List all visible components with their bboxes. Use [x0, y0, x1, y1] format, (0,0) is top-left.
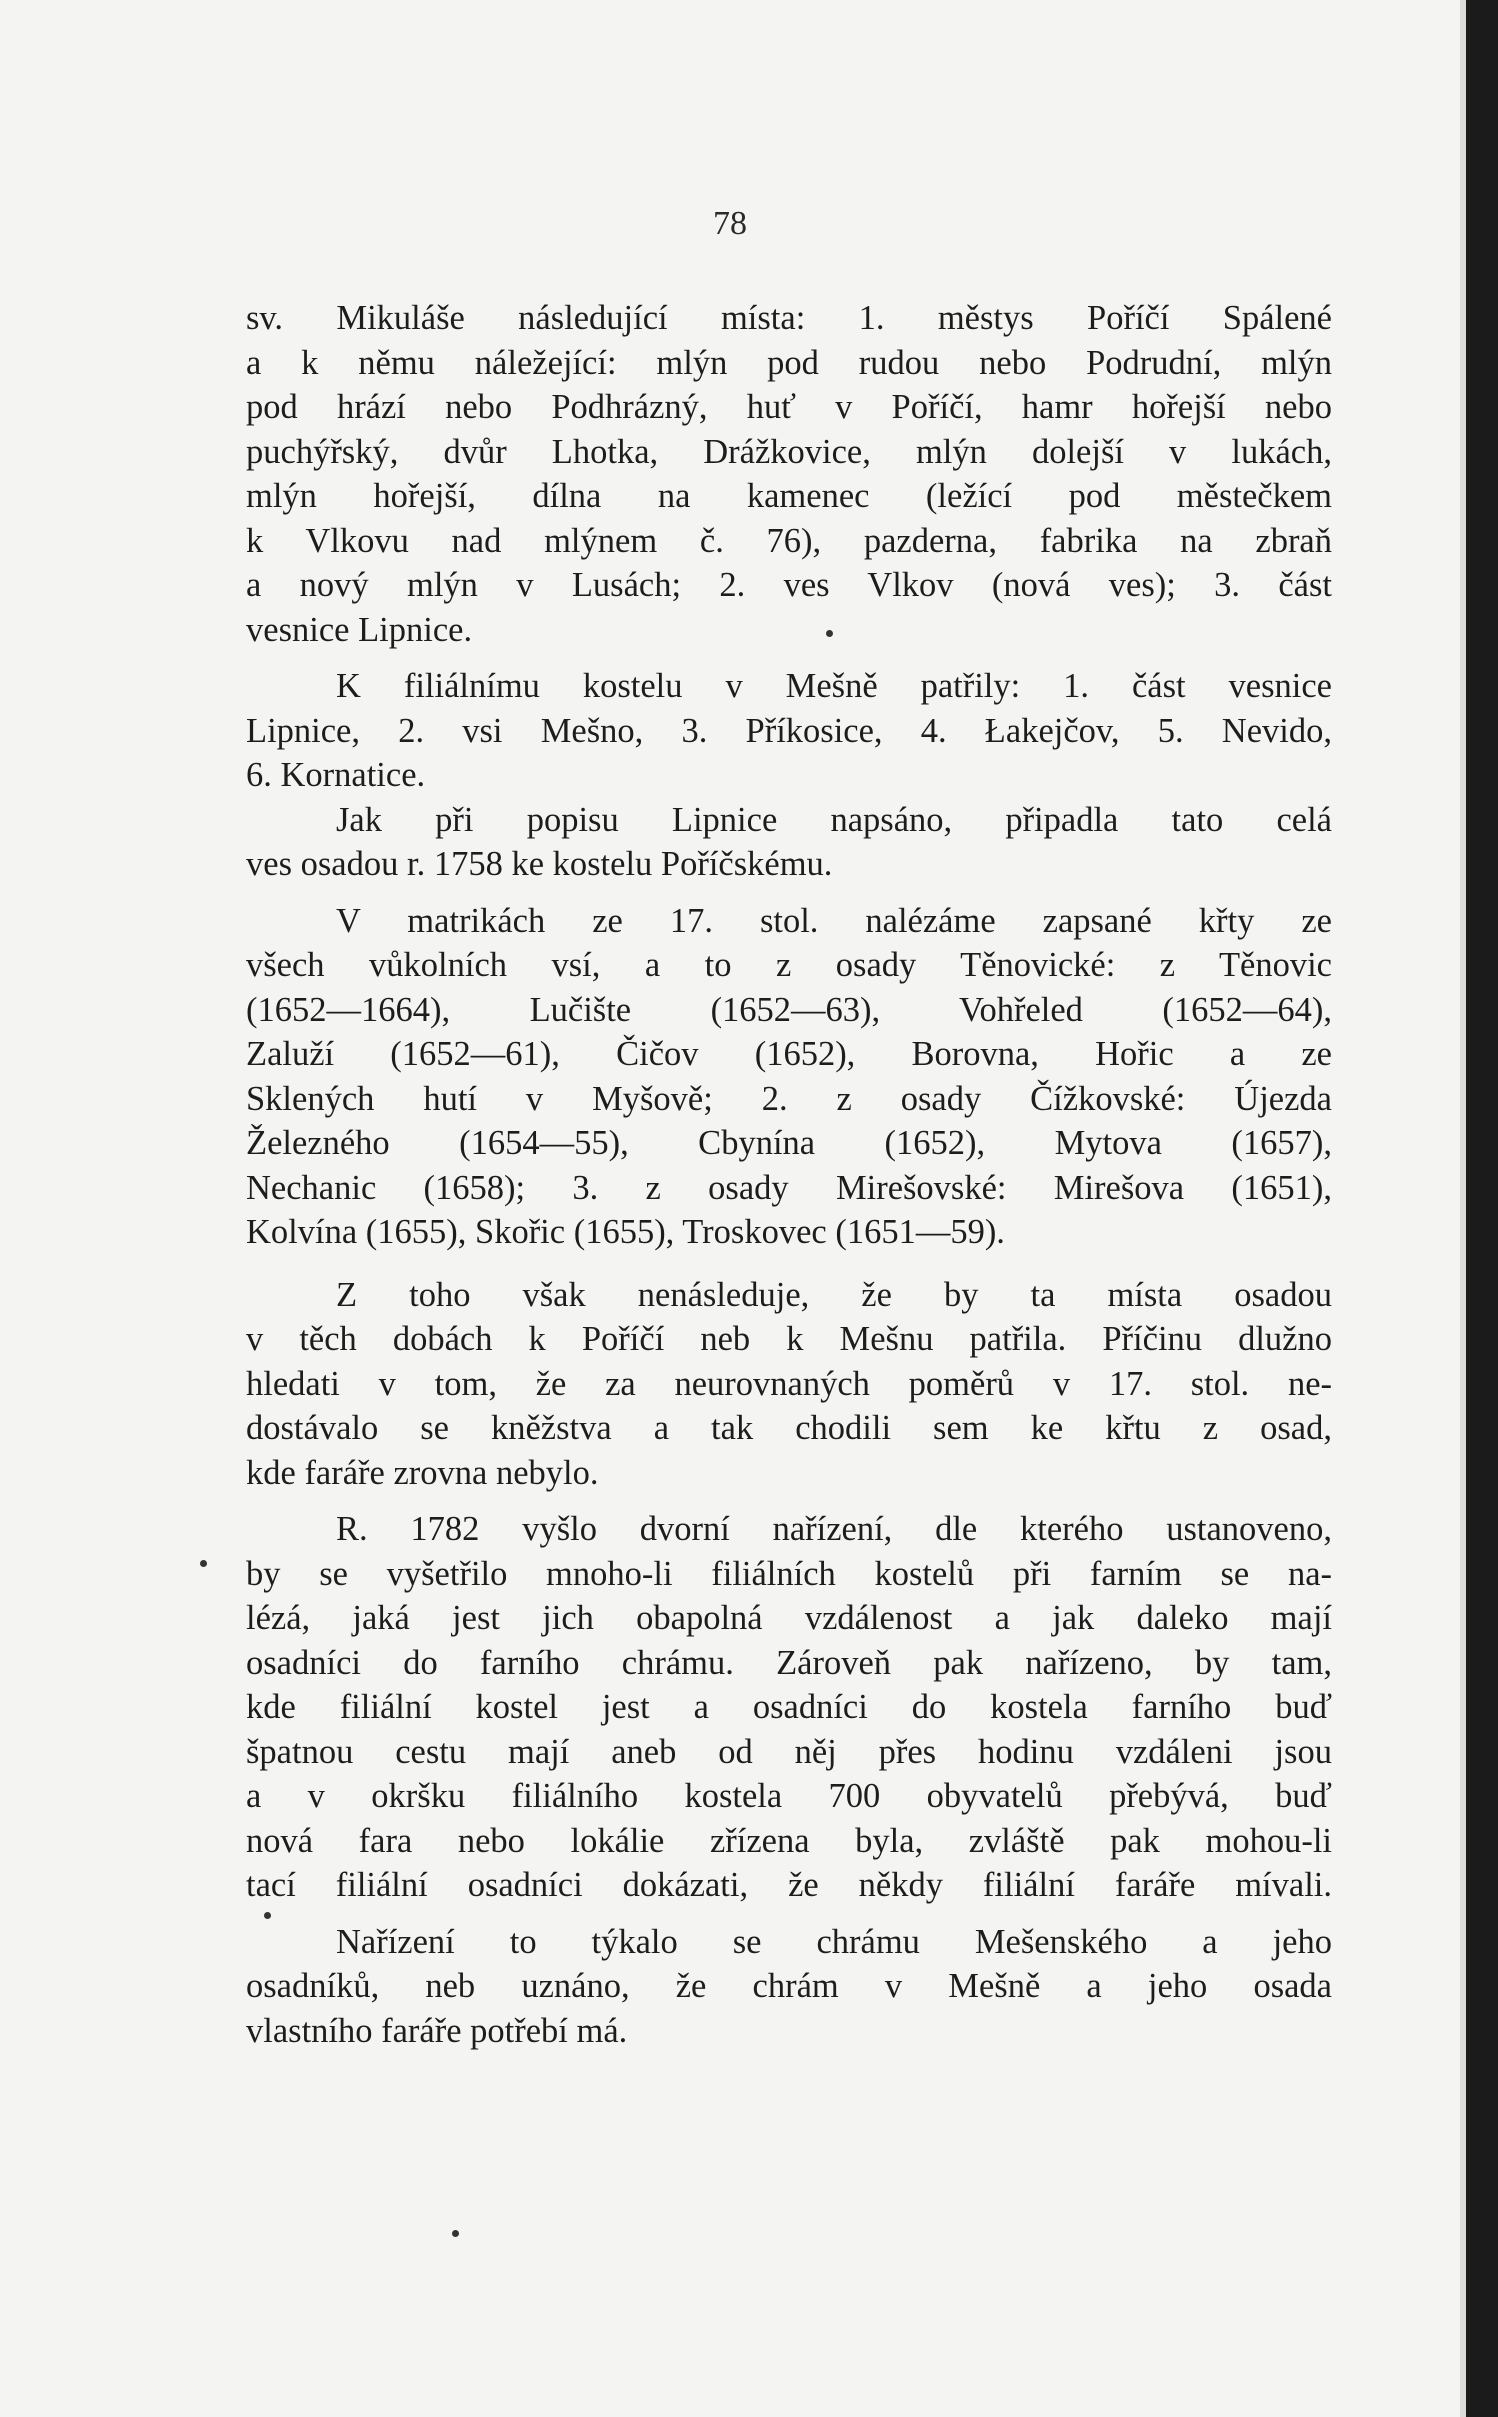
- paragraph-registers: [246, 899, 1332, 1255]
- body-text: [246, 296, 1332, 2053]
- text-line: vlastního faráře potřebí má.: [246, 2011, 628, 2050]
- paragraph-mesno-decree: [246, 1920, 1332, 2054]
- speck-mark: [200, 1560, 207, 1567]
- speck-mark: [452, 2230, 459, 2237]
- text-line: k Vlkovu nad mlýnem č. 76), pazderna, fabrika na zbraň: [246, 521, 1332, 560]
- text-line: ves osadou r. 1758 ke kostelu Poříčskému.: [246, 845, 833, 883]
- text-line: hledati v tom, že za neurovnaných poměrů v 17. stol. ne-: [246, 1364, 1332, 1403]
- text-line: 6. Kornatice.: [246, 756, 426, 794]
- text-line: a v okršku filiálního kostela 700 obyvatelů přebývá, buď: [246, 1777, 1332, 1815]
- text-line: R. 1782 vyšlo dvorní nařízení, dle kterého ustanoveno,: [336, 1510, 1332, 1548]
- text-line: Zaluží (1652—61), Čičov (1652), Borovna, Hořic a ze: [246, 1035, 1332, 1073]
- paragraph-explanation: [246, 1273, 1332, 1496]
- text-line: Sklených hutí v Myšově; 2. z osady Čížkovské: Újezda: [246, 1079, 1332, 1118]
- speck-mark: [826, 630, 833, 637]
- text-line: dostávalo se kněžstva a tak chodili sem ke křtu z osad,: [246, 1409, 1332, 1447]
- text-line: všech vůkolních vsí, a to z osady Těnovické: z Těnovic: [246, 946, 1332, 984]
- text-line: by se vyšetřilo mnoho-li filiálních kostelů při farním se na-: [246, 1554, 1332, 1593]
- text-line: a k němu náležející: mlýn pod rudou nebo Podrudní, mlýn: [246, 343, 1332, 382]
- text-line: sv. Mikuláše následující místa: 1. městys Poříčí Spálené: [246, 299, 1332, 337]
- text-line: V matrikách ze 17. stol. nalézáme zapsané křty ze: [336, 901, 1332, 940]
- text-line: osadníků, neb uznáno, že chrám v Mešně a jeho osada: [246, 1967, 1332, 2005]
- text-line: Nařízení to týkalo se chrámu Mešenského a jeho: [336, 1922, 1332, 1961]
- text-line: osadníci do farního chrámu. Zároveň pak nařízeno, by tam,: [246, 1643, 1332, 1682]
- text-line: nová fara nebo lokálie zřízena byla, zvláště pak mohou-li: [246, 1821, 1332, 1860]
- speck-mark: [264, 1912, 271, 1919]
- text-line: (1652—1664), Lučište (1652—63), Vohřeled (1652—64),: [246, 990, 1332, 1029]
- text-line: vesnice Lipnice.: [246, 610, 473, 649]
- text-line: Z toho však nenásleduje, že by ta místa osadou: [336, 1275, 1332, 1314]
- text-line: tací filiální osadníci dokázati, že někdy filiální faráře mívali.: [246, 1866, 1332, 1904]
- text-line: a nový mlýn v Lusách; 2. ves Vlkov (nová ves); 3. část: [246, 566, 1332, 604]
- text-line: Železného (1654—55), Cbynína (1652), Mytova (1657),: [246, 1124, 1332, 1162]
- text-line: Kolvína (1655), Skořic (1655), Troskovec (1651—59).: [246, 1213, 1005, 1251]
- text-line: Lipnice, 2. vsi Mešno, 3. Příkosice, 4. Łakejčov, 5. Nevido,: [246, 711, 1332, 750]
- text-line: pod hrází nebo Podhrázný, huť v Poříčí, hamr hořejší nebo: [246, 388, 1332, 426]
- text-line: mlýn hořejší, dílna na kamenec (ležící pod městečkem: [246, 477, 1332, 515]
- page-number: 78: [713, 205, 747, 242]
- paragraph-decree: [246, 1507, 1332, 1908]
- text-line: Nechanic (1658); 3. z osady Mirešovské: Mirešova (1651),: [246, 1168, 1332, 1207]
- paragraph-lipnice: [246, 798, 1332, 887]
- text-line: kde faráře zrovna nebylo.: [246, 1453, 599, 1492]
- text-line: špatnou cestu mají aneb od něj přes hodinu vzdáleni jsou: [246, 1732, 1332, 1771]
- paragraph-filial-church: [246, 664, 1332, 798]
- text-line: Jak při popisu Lipnice napsáno, připadla tato celá: [336, 800, 1332, 839]
- text-line: lézá, jaká jest jich obapolná vzdálenost a jak daleko mají: [246, 1599, 1332, 1637]
- paragraph-parishes: [246, 296, 1332, 652]
- text-line: kde filiální kostel jest a osadníci do kostela farního buď: [246, 1688, 1332, 1726]
- text-line: puchýřský, dvůr Lhotka, Drážkovice, mlýn dolejší v lukách,: [246, 432, 1332, 471]
- text-line: v těch dobách k Poříčí neb k Mešnu patřila. Příčinu dlužno: [246, 1320, 1332, 1358]
- text-line: K filiálnímu kostelu v Mešně patřily: 1. část vesnice: [336, 667, 1332, 705]
